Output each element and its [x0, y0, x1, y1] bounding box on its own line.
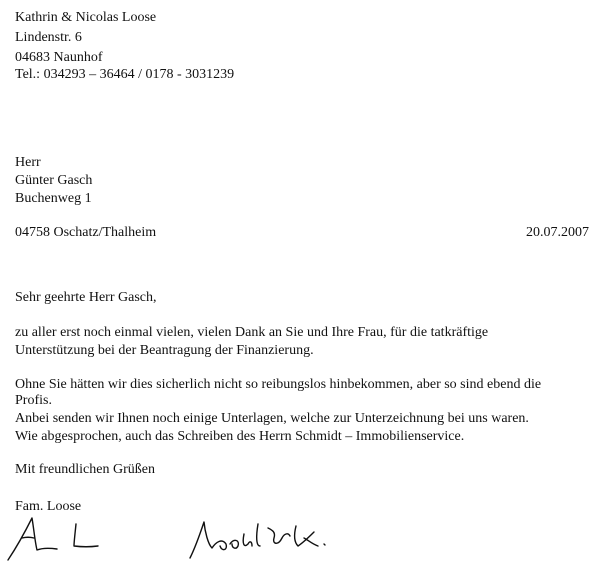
recipient-city: 04758 Oschatz/Thalheim — [15, 225, 157, 240]
handwritten-signature-1 — [2, 508, 112, 568]
signature-name: Fam. Loose — [15, 499, 82, 514]
sender-city: 04683 Naunhof — [15, 50, 103, 65]
letter-greeting: Sehr geehrte Herr Gasch, — [15, 290, 157, 305]
paragraph-3-line-2: Wie abgesprochen, auch das Schreiben des Herrn Schmidt – Immobilienservice. — [15, 429, 465, 444]
sender-street: Lindenstr. 6 — [15, 30, 82, 45]
paragraph-2-line-2: Profis. — [15, 393, 52, 408]
paragraph-3-line-1: Anbei senden wir Ihnen noch einige Unterlagen, welche zur Unterzeichnung bei uns waren. — [15, 411, 529, 426]
handwritten-signature-2 — [178, 508, 338, 568]
sender-phone: Tel.: 034293 – 36464 / 0178 - 3031239 — [15, 67, 235, 82]
paragraph-1-line-1: zu aller erst noch einmal vielen, vielen Dank an Sie und Ihre Frau, für die tatkräftige — [15, 325, 489, 340]
recipient-name: Günter Gasch — [15, 173, 93, 188]
recipient-street: Buchenweg 1 — [15, 191, 92, 206]
letter-closing: Mit freundlichen Grüßen — [15, 462, 155, 477]
letter-date: 20.07.2007 — [526, 225, 589, 240]
recipient-salutation: Herr — [15, 155, 41, 170]
sender-name: Kathrin & Nicolas Loose — [15, 10, 157, 25]
paragraph-2-line-1: Ohne Sie hätten wir dies sicherlich nicht so reibungslos hinbekommen, aber so sind ebend die — [15, 377, 542, 392]
paragraph-1-line-2: Unterstützung bei der Beantragung der Finanzierung. — [15, 343, 314, 358]
